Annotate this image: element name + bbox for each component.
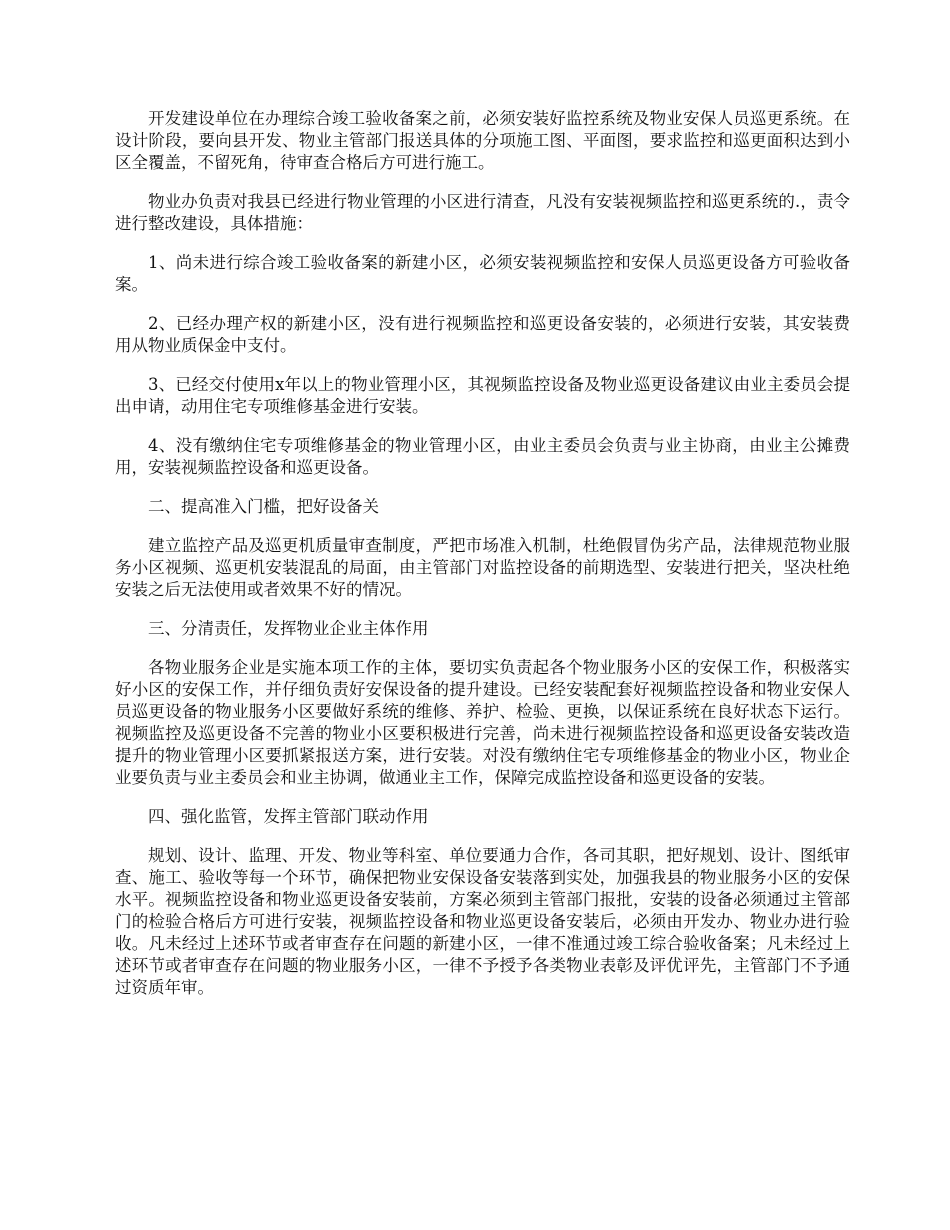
measure-item-4: 4、没有缴纳住宅专项维修基金的物业管理小区，由业主委员会负责与业主协商，由业主公摊费用，安装视频监控设备和巡更设备。 xyxy=(115,436,850,477)
measure-item-3: 3、已经交付使用x年以上的物业管理小区，其视频监控设备及物业巡更设备建议由业主委员会提出申请，动用住宅专项维修基金进行安装。 xyxy=(115,375,850,416)
document-body xyxy=(115,108,850,1016)
paragraph-construction-requirement: 开发建设单位在办理综合竣工验收备案之前，必须安装好监控系统及物业安保人员巡更系统。在设计阶段，要向县开发、物业主管部门报送具体的分项施工图、平面图，要求监控和巡更面积达到小区全覆盖，不留死角，待审查合格后方可进行施工。 xyxy=(115,109,850,172)
section-heading-4: 四、强化监管，发挥主管部门联动作用 xyxy=(148,807,429,826)
paragraph-quality-review: 建立监控产品及巡更机质量审查制度，严把市场准入机制，杜绝假冒伪劣产品，法律规范物业服务小区视频、巡更机安装混乱的局面，由主管部门对监控设备的前期选型、安装进行把关，坚决杜绝安装之后无法使用或者效果不好的情况。 xyxy=(115,536,850,599)
paragraph-enterprise-responsibility: 各物业服务企业是实施本项工作的主体，要切实负责起各个物业服务小区的安保工作，积极落实好小区的安保工作，并仔细负责好安保设备的提升建设。已经安装配套好视频监控设备和物业安保人员巡更设备的物业服务小区要做好系统的维修、养护、检验、更换，以保证系统在良好状态下运行。视频监控及巡更设备不完善的物业小区要积极进行完善，尚未进行视频监控设备和巡更设备安装改造提升的物业管理小区要抓紧报送方案，进行安装。对没有缴纳住宅专项维修基金的物业小区，物业企业要负责与业主委员会和业主协调，做通业主工作，保障完成监控设备和巡更设备的安装。 xyxy=(115,658,850,787)
paragraph-supervision: 规划、设计、监理、开发、物业等科室、单位要通力合作，各司其职，把好规划、设计、图纸审查、施工、验收等每一个环节，确保把物业安保设备安装落到实处，加强我县的物业服务小区的安保水平。视频监控设备和物业巡更设备安装前，方案必须到主管部门报批，安装的设备必须通过主管部门的检验合格后方可进行安装，视频监控设备和物业巡更设备安装后，必须由开发办、物业办进行验收。凡未经过上述环节或者审查存在问题的新建小区，一律不准通过竣工综合验收备案；凡未经过上述环节或者审查存在问题的物业服务小区，一律不予授予各类物业表彰及评优评先，主管部门不予通过资质年审。 xyxy=(115,846,850,997)
section-heading-2: 二、提高准入门槛，把好设备关 xyxy=(148,497,379,516)
measure-item-1: 1、尚未进行综合竣工验收备案的新建小区，必须安装视频监控和安保人员巡更设备方可验收备案。 xyxy=(115,253,850,294)
section-heading-3: 三、分清责任，发挥物业企业主体作用 xyxy=(148,619,429,638)
measure-item-2: 2、已经办理产权的新建小区，没有进行视频监控和巡更设备安装的，必须进行安装，其安装费用从物业质保金中支付。 xyxy=(115,314,850,355)
paragraph-inspection-measures: 物业办负责对我县已经进行物业管理的小区进行清查，凡没有安装视频监控和巡更系统的.，责令进行整改建设，具体措施： xyxy=(115,192,850,233)
